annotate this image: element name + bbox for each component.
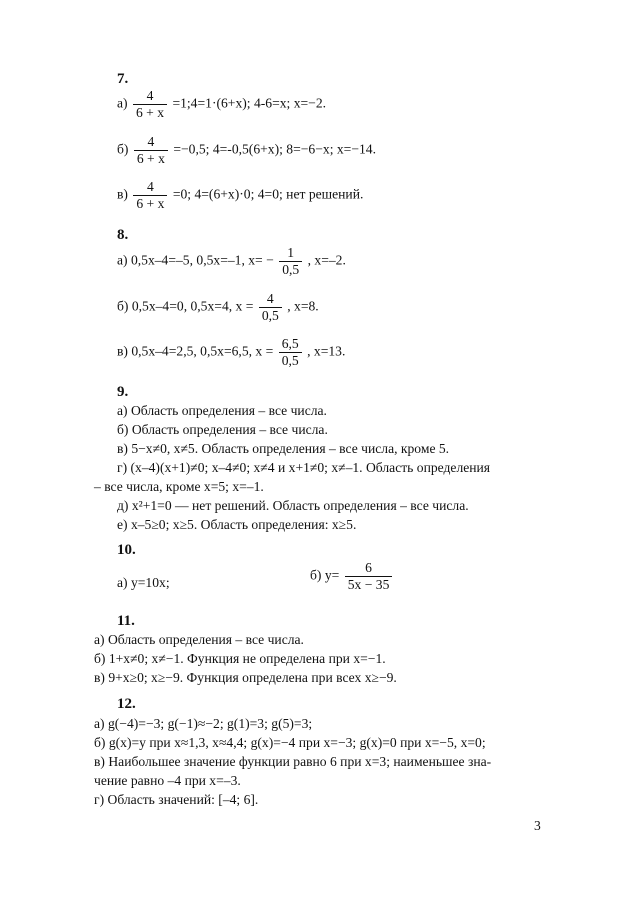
fraction (134, 134, 168, 167)
s7-line-b (117, 134, 376, 167)
section-7-title: 7. (117, 71, 129, 87)
item-label: б) (117, 141, 129, 157)
equation-text: б) 0,5x–4=0, 0,5x=4, x = (117, 298, 254, 314)
s8-line-b (117, 291, 319, 324)
s9-line-a: а) Область определения – все числа. (117, 403, 327, 418)
numerator: 1 (279, 245, 302, 262)
fraction (279, 336, 302, 369)
s9-line-e: д) x²+1=0 — нет решений. Область определения – все числа. (117, 498, 469, 513)
denominator: 6 + x (136, 196, 165, 211)
denominator: 0,5 (282, 262, 300, 277)
s9-line-c: в) 5−x≠0, x≠5. Область определения – все числа, кроме 5. (117, 441, 450, 456)
numerator: 6,5 (279, 336, 302, 353)
s10-line-a: а) y=10x; (117, 575, 170, 590)
s12-line-a: а) g(−4)=−3; g(−1)≈−2; g(1)=3; g(5)=3; (94, 716, 313, 731)
item-label: а) (117, 95, 128, 111)
section-9-title: 9. (117, 384, 129, 400)
section-11-title: 11. (117, 613, 135, 629)
equation-text: =−0,5; 4=-0,5(6+x); 8=−6−x; x=−14. (173, 141, 376, 157)
fraction (259, 291, 282, 324)
s7-line-c (117, 179, 363, 212)
s11-line-b: б) 1+x≠0; x≠−1. Функция не определена при x=−1. (94, 651, 386, 666)
denominator: 6 + x (135, 105, 165, 120)
equation-text: , x=13. (307, 343, 346, 359)
s9-line-d2: – все числа, кроме x=5; x=–1. (94, 479, 264, 494)
numerator: 6 (345, 560, 393, 577)
denominator: 6 + x (136, 151, 165, 166)
s8-line-a (117, 245, 346, 278)
s11-line-c: в) 9+x≥0; x≥−9. Функция определена при всех x≥−9. (94, 670, 397, 685)
numerator: 4 (133, 88, 167, 105)
s11-line-a: а) Область определения – все числа. (94, 632, 304, 647)
s7-line-a (117, 88, 326, 121)
fraction (279, 245, 302, 278)
section-12-title: 12. (117, 696, 136, 712)
section-8-title: 8. (117, 227, 129, 243)
section-10-title: 10. (117, 542, 136, 558)
s9-line-b: б) Область определения – все числа. (117, 422, 328, 437)
fraction (133, 88, 167, 121)
s12-line-b: б) g(x)=y при x≈1,3, x≈4,4; g(x)=−4 при x=−3; g(x)=0 при x=−5, x=0; (94, 735, 486, 750)
item-label: в) (117, 186, 128, 202)
denominator: 0,5 (261, 308, 279, 323)
s9-line-d1: г) (x–4)(x+1)≠0; x–4≠0; x≠4 и x+1≠0; x≠–1. Область определения (117, 460, 491, 475)
numerator: 4 (134, 134, 168, 151)
equation-text: , x=8. (287, 298, 319, 314)
equation-text: =0; 4=(6+x)·0; 4=0; нет решений. (172, 186, 364, 202)
page-number: 3 (534, 818, 541, 833)
equation-text: б) y= (310, 567, 340, 583)
s12-line-c2: чение равно –4 при x=–3. (94, 773, 241, 788)
fraction (345, 560, 393, 593)
denominator: 5x − 35 (347, 577, 390, 592)
s9-line-f: е) x–5≥0; x≥5. Область определения: x≥5. (117, 517, 357, 532)
s10-line-b (310, 560, 394, 593)
numerator: 4 (259, 291, 282, 308)
equation-text: а) 0,5x–4=–5, 0,5x=–1, x= − (117, 252, 274, 268)
equation-text: =1;4=1·(6+x); 4-6=x; x=−2. (172, 95, 327, 111)
equation-text: в) 0,5x–4=2,5, 0,5x=6,5, x = (117, 343, 274, 359)
denominator: 0,5 (281, 353, 299, 368)
s12-line-d: г) Область значений: [–4; 6]. (94, 792, 259, 807)
fraction (133, 179, 167, 212)
s8-line-c (117, 336, 345, 369)
s12-line-c1: в) Наибольшее значение функции равно 6 при x=3; наименьшее зна- (94, 754, 492, 769)
equation-text: , x=–2. (307, 252, 346, 268)
numerator: 4 (133, 179, 167, 196)
